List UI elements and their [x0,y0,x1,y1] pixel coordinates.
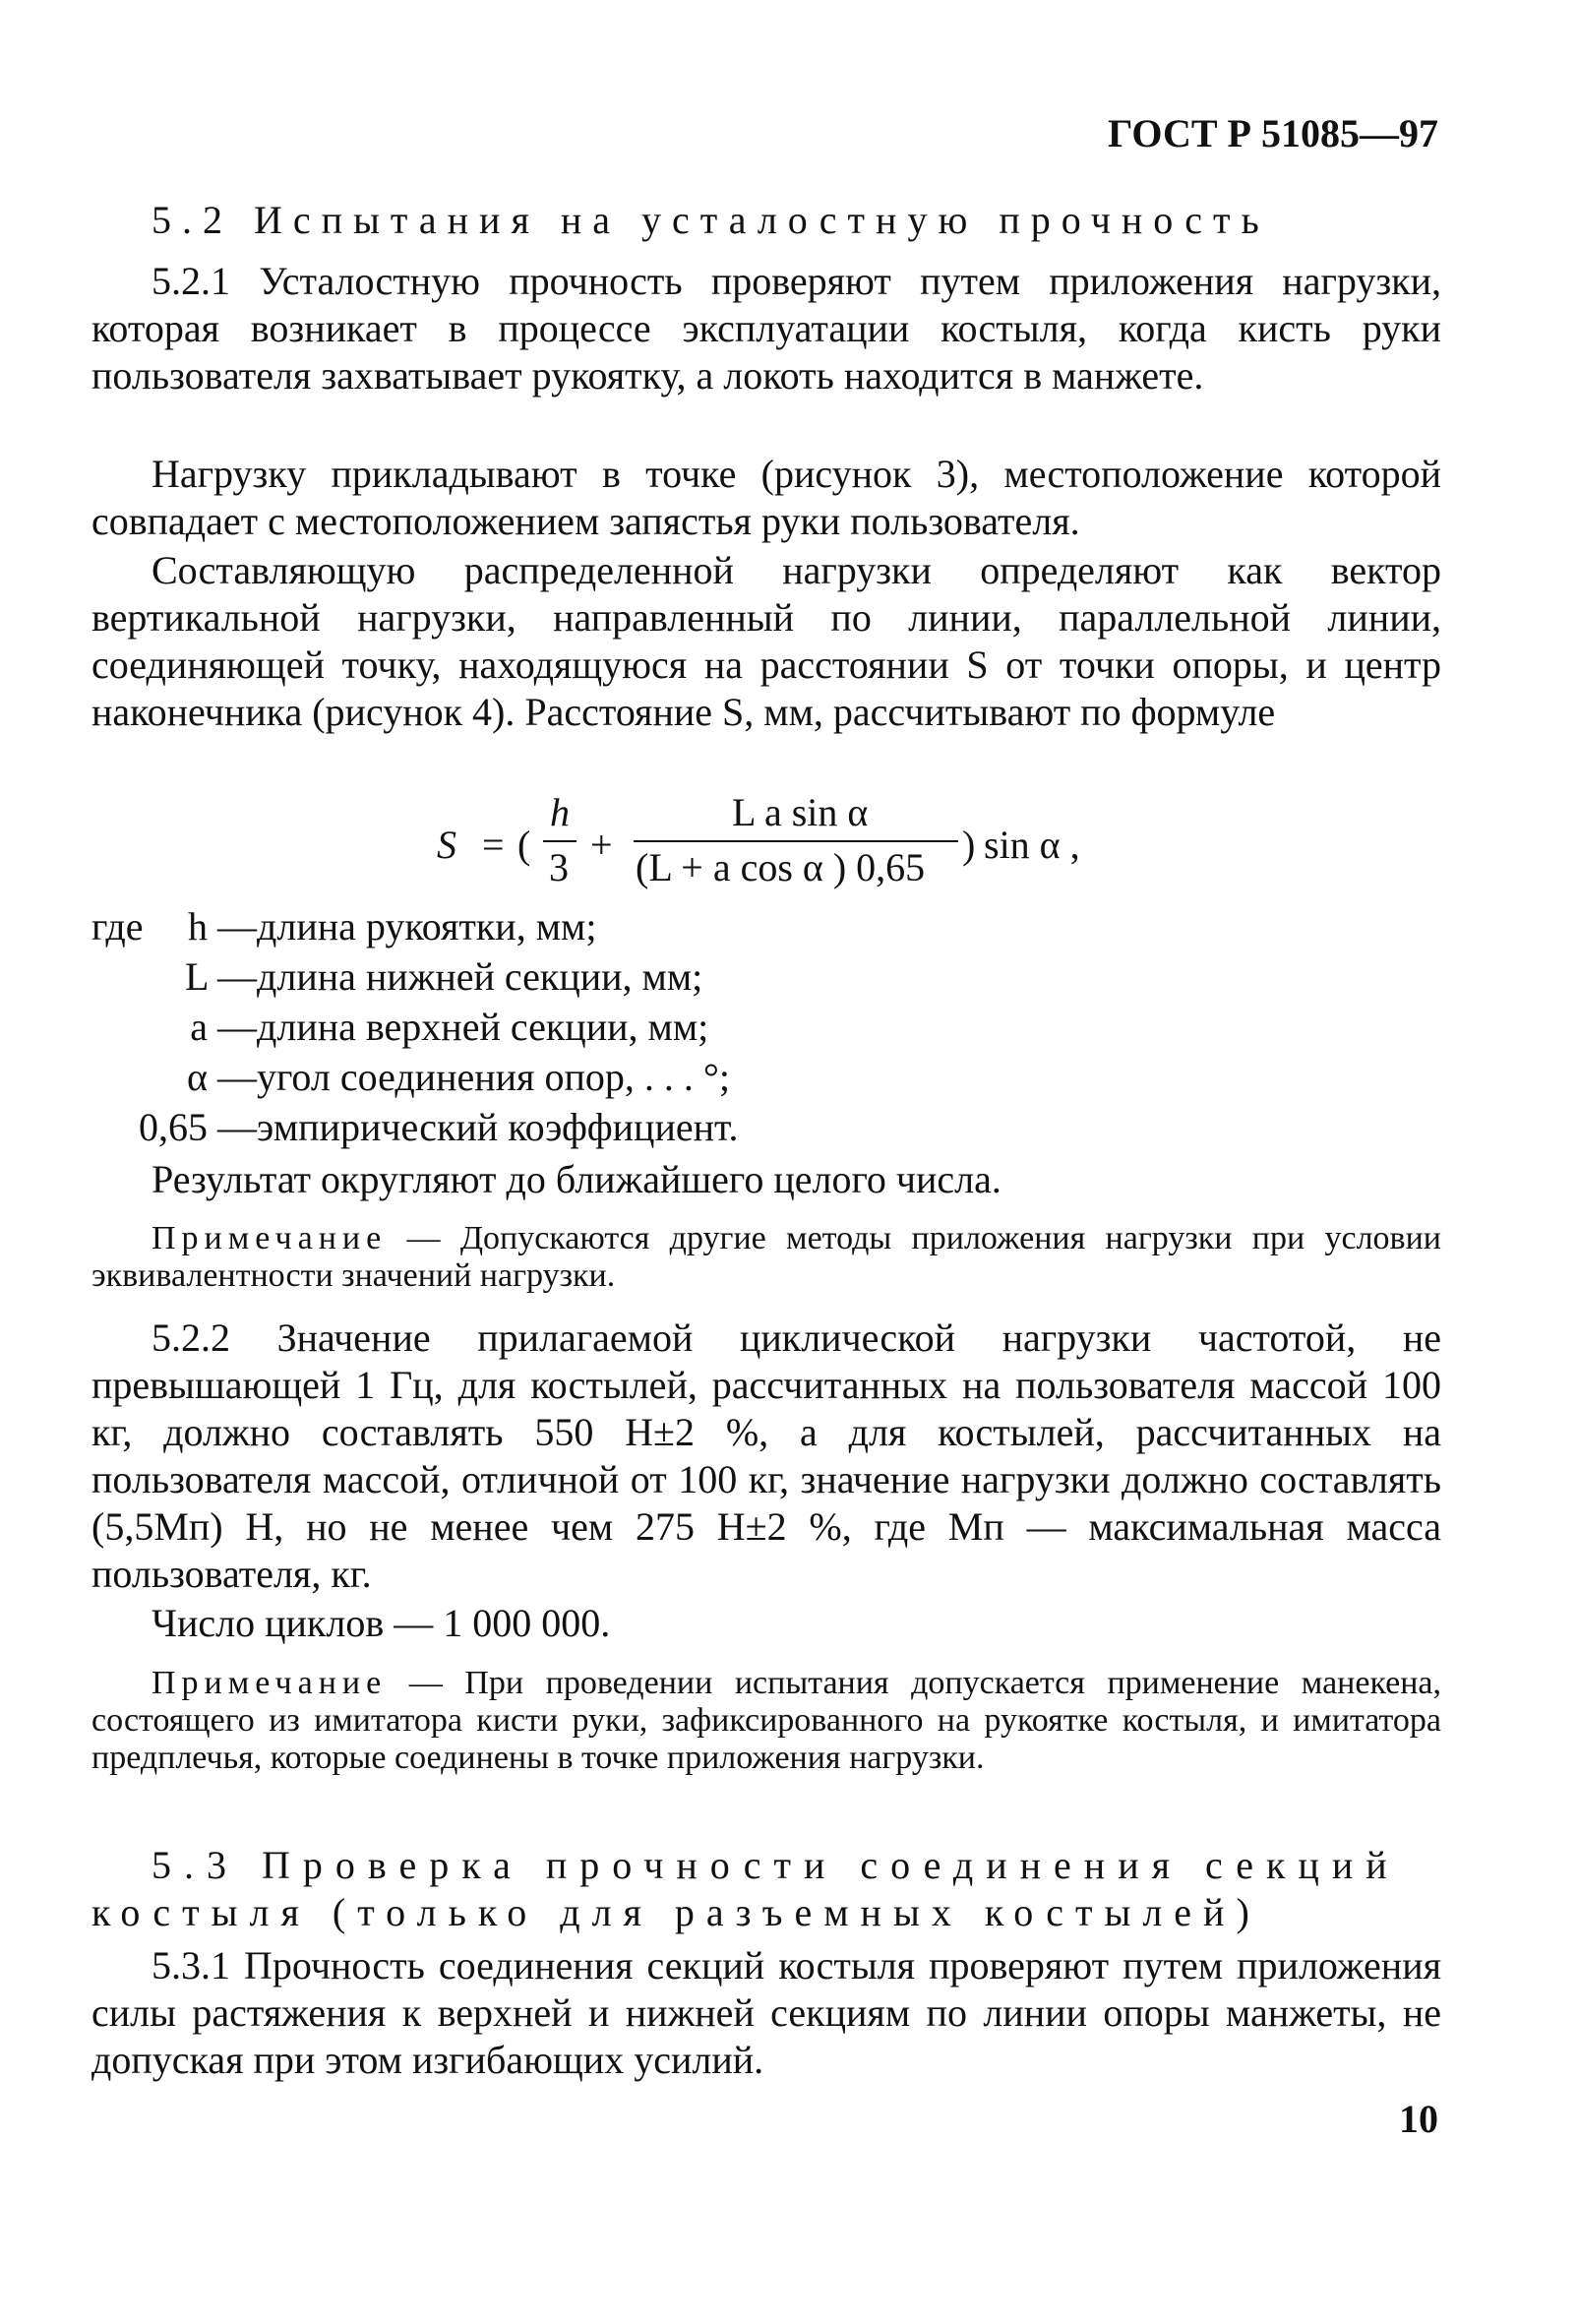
where-description: длина рукоятки, мм; [257,904,597,948]
formula-plus: + [590,823,613,867]
where-description: длина верхней секции, мм; [257,1005,709,1049]
where-description: угол соединения опор, . . . °; [257,1055,730,1099]
note-2-label: Примечание [152,1665,388,1701]
where-symbol: 0,65 — [139,1105,257,1149]
paragraph-load-component: Составляющую распределенной нагрузки определяют как вектор вертикальной нагрузки, направленный по линии, параллельной линии, соединяющей точку, находящуюся на расстоянии S от точки опоры, и центр наконечника (рисунок 4). Расстояние S, мм, рассчитывают по формуле [91,548,1441,734]
formula-fraction2-line [634,840,958,842]
paragraph-5-2-1: 5.2.1 Усталостную прочность проверяют путем приложения нагрузки, которая возникает в процессе эксплуатации костыля, когда кисть руки пользователя захватывает рукоятку, а локоть находится в манжете. [91,259,1441,398]
formula-fraction1-denominator: 3 [549,845,569,889]
section-5-3-title-line2: костыля (только для разъемных костылей) [91,1890,1261,1934]
formula-fraction2-denominator: (L + a cos α ) 0,65 [636,845,926,889]
formula-fraction2-numerator: L a sin α [732,790,869,834]
formula-close-paren: ) [962,823,976,867]
formula-fraction1-numerator: h [550,790,570,834]
note-1 [91,1220,1441,1295]
paragraph-5-3-1: 5.3.1 Прочность соединения секций костыля проверяют путем приложения силы растяжения к верхней и нижней секциям по линии опоры манжеты, не допуская при этом изгибающих усилий. [91,1943,1441,2082]
where-symbol: a — [190,1005,257,1049]
formula-fraction1-line [543,840,577,842]
where-label: где [91,904,144,948]
paragraph-cycles: Число циклов — 1 000 000. [152,1601,611,1645]
formula-s [437,789,1224,897]
paragraph-rounding: Результат округляют до ближайшего целого числа. [152,1157,1001,1201]
formula-tail: sin α , [984,823,1080,867]
section-5-3-title-line1: 5.3 Проверка прочности соединения секций [152,1843,1400,1887]
note-2 [91,1665,1441,1777]
section-5-2-title: 5.2 Испытания на усталостную прочность [152,198,1270,242]
where-symbol: L — [185,954,257,999]
where-symbol: h — [188,904,257,948]
where-description: длина нижней секции, мм; [257,954,703,999]
document-code-header: ГОСТ Р 51085—97 [1107,111,1438,155]
paragraph-load-point: Нагрузку прикладывают в точке (рисунок 3), местоположение которой совпадает с местоположением запястья руки пользователя. [91,452,1441,543]
formula-open-paren: ( [517,823,531,867]
page-number: 10 [1399,2097,1438,2141]
formula-equals: = [482,823,505,867]
paragraph-5-2-2: 5.2.2 Значение прилагаемой циклической нагрузки частотой, не превышающей 1 Гц, для костылей, рассчитанных на пользователя массой 100 кг, должно составлять 550 Н±2 %, а для костылей, рассчитанных на пользователя массой, отличной от 100 кг, значение нагрузки должно составлять (5,5Mп) Н, но не менее чем 275 Н±2 %, где Mп — максимальная масса пользователя, кг. [91,1315,1441,1596]
note-2-text: — При проведении испытания допускается применение манекена, состоящего из имитатора кисти руки, зафиксированного на рукоятке костыля, и имитатора предплечья, которые соединены в точке приложения нагрузки. [91,1665,1441,1776]
note-1-text: — Допускаются другие методы приложения нагрузки при условии эквивалентности значений нагрузки. [91,1220,1441,1294]
note-1-label: Примечание [152,1220,388,1256]
formula-lhs: S [437,823,456,867]
where-symbol: α — [187,1055,257,1099]
where-description: эмпирический коэффициент. [257,1105,739,1149]
